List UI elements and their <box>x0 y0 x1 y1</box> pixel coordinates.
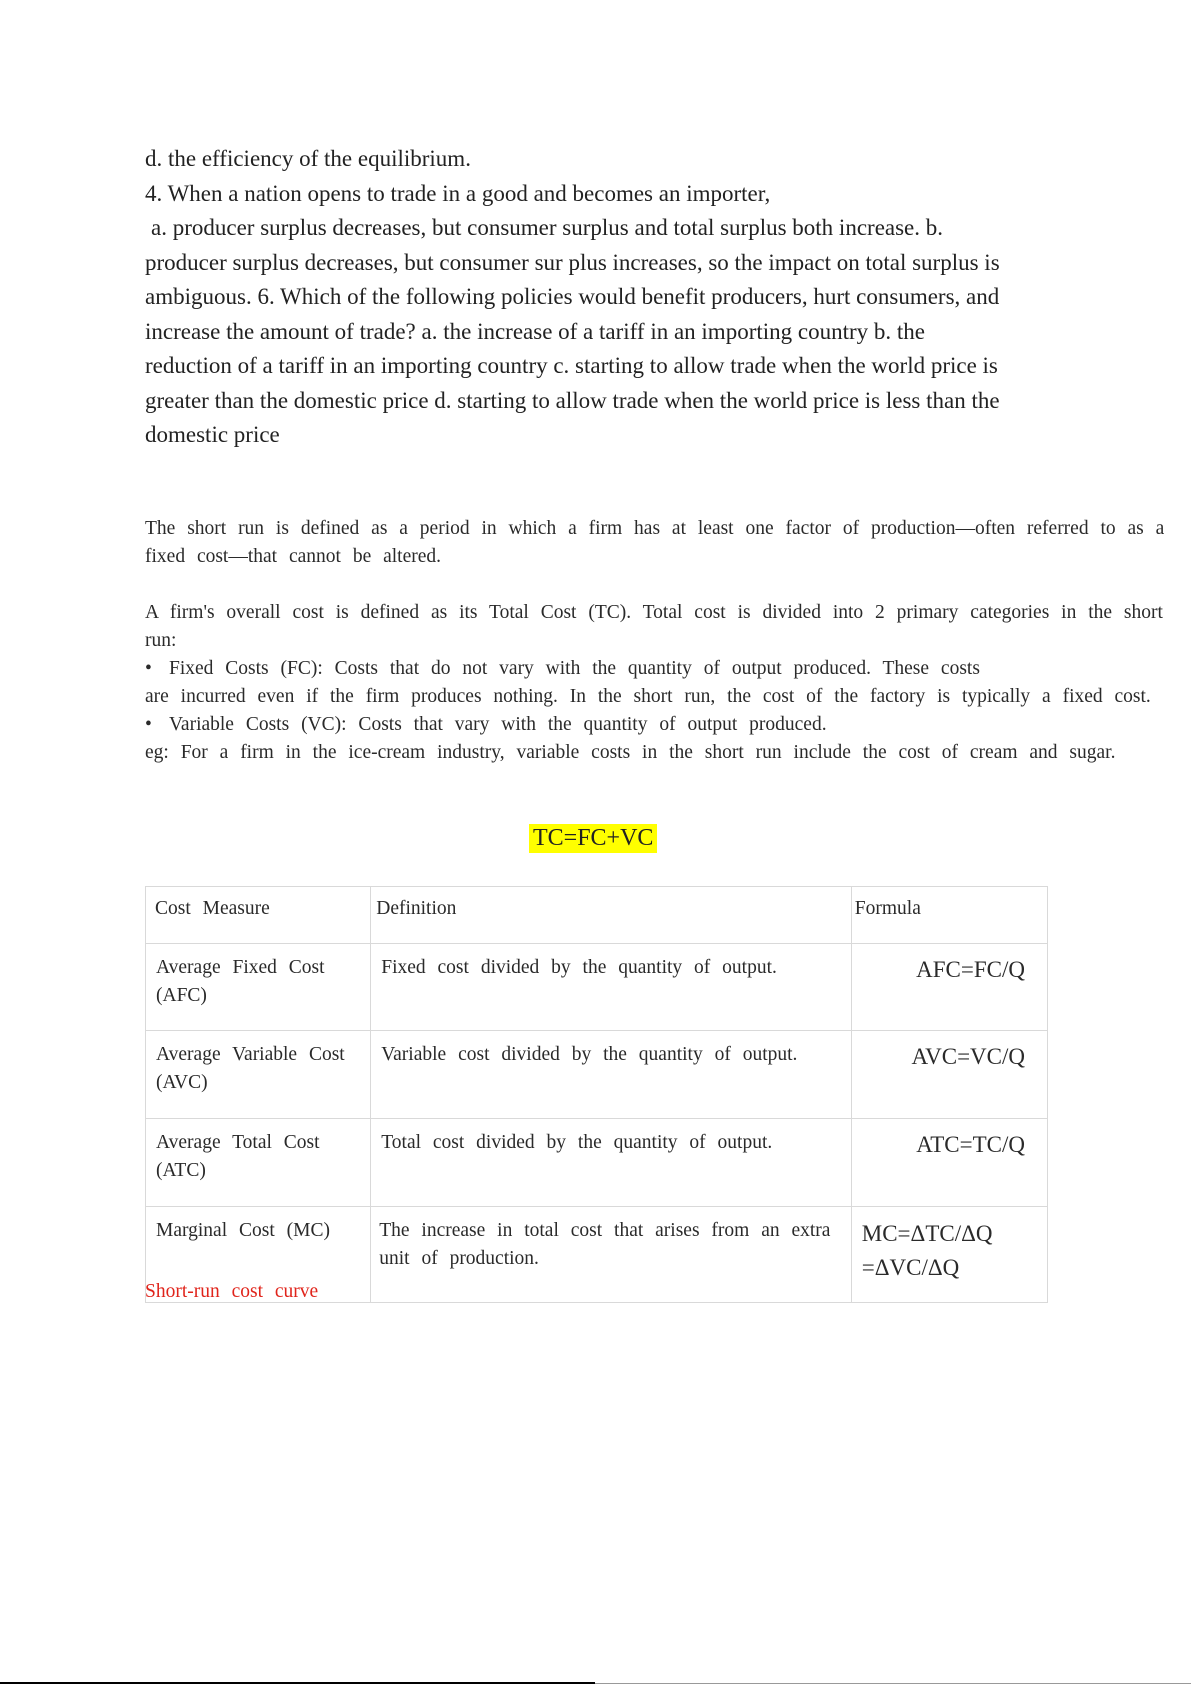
bullet-icon: • <box>145 714 152 735</box>
page-divider <box>595 1683 1191 1684</box>
definition-cell: The increase in total cost that arises from an extra unit of production. <box>371 1207 852 1303</box>
question-line: reduction of a tariff in an importing country c. starting to allow trade when the world price is <box>145 353 998 378</box>
cost-measure-cell: Average Fixed Cost (AFC) <box>146 944 371 1031</box>
formula-cell: ATC=TC/Q <box>851 1119 1047 1207</box>
variable-costs-text: Variable Costs (VC): Costs that vary with the quantity of output produced. <box>169 714 827 735</box>
definition-cell: Fixed cost divided by the quantity of output. <box>371 944 852 1031</box>
question-line: ambiguous. 6. Which of the following policies would benefit producers, hurt consumers, and <box>145 284 1000 309</box>
question-line: d. the efficiency of the equilibrium. <box>145 146 471 171</box>
table-row <box>146 1031 1048 1119</box>
short-run-definition-text: The short run is defined as a period in which a firm has at least one factor of production—often referred to as a fixed cost—that cannot be altered. <box>145 518 1165 567</box>
formula-line: MC=ΔTC/ΔQ <box>861 1221 993 1246</box>
question-line: increase the amount of trade? a. the increase of a tariff in an importing country b. the <box>145 318 925 344</box>
fixed-costs-item <box>145 655 1165 683</box>
formula-cell: AVC=VC/Q <box>851 1031 1047 1119</box>
table-row <box>146 1119 1048 1207</box>
table-header-cell: Formula <box>851 887 1047 944</box>
total-cost-section <box>145 599 1165 767</box>
formula-cell: AFC=FC/Q <box>851 944 1047 1031</box>
cost-measure-cell: Average Variable Cost (AVC) <box>146 1031 371 1119</box>
question-line: greater than the domestic price d. starting to allow trade when the world price is less than the <box>145 387 1000 413</box>
definition-cell: Total cost divided by the quantity of output. <box>371 1119 852 1207</box>
cost-measures-table <box>145 886 1048 1303</box>
bullet-icon: • <box>145 658 152 679</box>
cost-measure-cell: Average Total Cost (ATC) <box>146 1119 371 1207</box>
definition-cell: Variable cost divided by the quantity of output. <box>371 1031 852 1119</box>
section-heading: Short-run cost curve <box>145 1281 319 1302</box>
formula-line: =ΔVC/ΔQ <box>861 1255 960 1280</box>
fixed-costs-text: Fixed Costs (FC): Costs that do not vary with the quantity of output produced. These costs <box>169 658 980 679</box>
formula-cell <box>851 1207 1047 1303</box>
question-line: 4. When a nation opens to trade in a good and becomes an importer, <box>145 180 771 206</box>
question-line: domestic price <box>145 422 280 447</box>
total-cost-formula: TC=FC+VC <box>529 824 657 853</box>
short-run-definition <box>145 515 1165 571</box>
question-line: producer surplus decreases, but consumer sur plus increases, so the impact on total surplus is <box>145 249 1000 275</box>
table-header-row <box>146 887 1048 944</box>
table-header-cell: Definition <box>371 887 852 944</box>
fixed-costs-continued: are incurred even if the firm produces nothing. In the short run, the cost of the factory is typically a fixed cost. <box>145 686 1151 707</box>
example-text: eg: For a firm in the ice-cream industry, variable costs in the short run include the cost of cream and sugar. <box>145 742 1116 763</box>
table-row <box>146 944 1048 1031</box>
page-divider <box>0 1682 595 1684</box>
cost-measure-cell: Marginal Cost (MC) <box>146 1207 371 1303</box>
question-line: a. producer surplus decreases, but consumer surplus and total surplus both increase. b. <box>151 215 944 240</box>
table-header-cell: Cost Measure <box>146 887 371 944</box>
question-text-block <box>145 142 1050 453</box>
total-cost-intro: A firm's overall cost is defined as its Total Cost (TC). Total cost is divided into 2 primary categories in the short run: <box>145 602 1163 651</box>
variable-costs-item <box>145 711 1165 739</box>
